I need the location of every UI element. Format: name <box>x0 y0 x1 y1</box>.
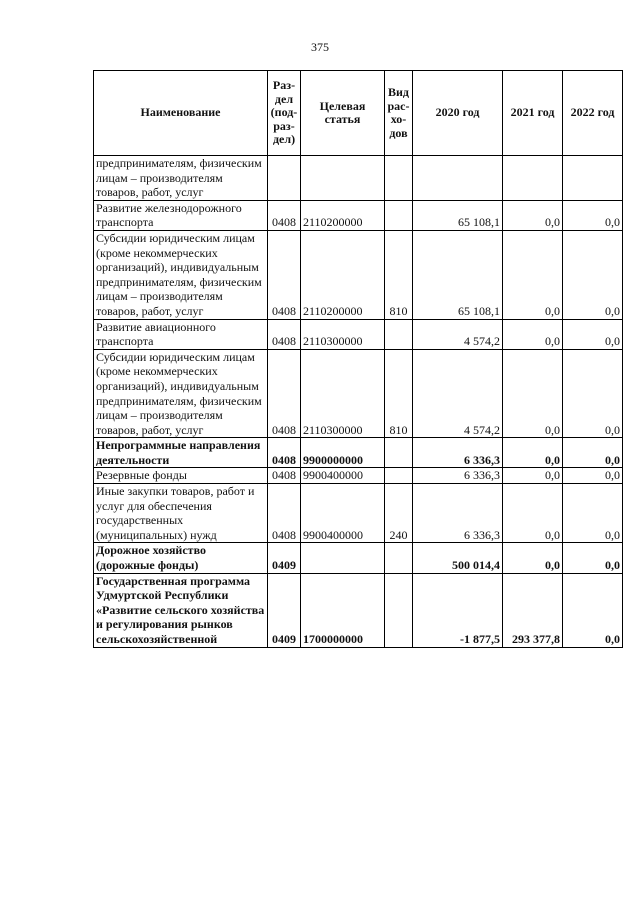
row-name: Резервные фонды <box>94 468 268 484</box>
page-number: 375 <box>311 40 329 54</box>
row-target: 2110300000 <box>301 349 385 438</box>
budget-table <box>93 70 623 648</box>
row-exp-type <box>385 543 413 573</box>
row-value-2022: 0,0 <box>563 484 623 543</box>
row-name: Развитие авиационного транспорта <box>94 319 268 349</box>
table-row <box>94 438 623 468</box>
row-value-2022: 0,0 <box>563 200 623 230</box>
row-target: 2110200000 <box>301 200 385 230</box>
header-exp-type: Вид рас-хо-дов <box>385 71 413 156</box>
row-exp-type <box>385 319 413 349</box>
row-section: 0408 <box>268 484 301 543</box>
row-exp-type: 240 <box>385 484 413 543</box>
table-body <box>94 156 623 648</box>
row-name: Дорожное хозяйство (дорожные фонды) <box>94 543 268 573</box>
row-value-2022: 0,0 <box>563 468 623 484</box>
row-value-2020 <box>413 156 503 201</box>
row-value-2022 <box>563 156 623 201</box>
row-value-2020: 500 014,4 <box>413 543 503 573</box>
row-value-2020: 65 108,1 <box>413 200 503 230</box>
row-value-2021: 0,0 <box>503 349 563 438</box>
row-name: Развитие железнодорожного транспорта <box>94 200 268 230</box>
row-name: Иные закупки товаров, работ и услуг для обеспечения государственных (муниципальных) нужд <box>94 484 268 543</box>
row-value-2022: 0,0 <box>563 573 623 647</box>
row-value-2020: 4 574,2 <box>413 319 503 349</box>
table-row <box>94 349 623 438</box>
row-target: 9900000000 <box>301 438 385 468</box>
header-name: Наименование <box>94 71 268 156</box>
row-exp-type <box>385 156 413 201</box>
header-target: Целевая статья <box>301 71 385 156</box>
row-target: 2110300000 <box>301 319 385 349</box>
row-value-2022: 0,0 <box>563 319 623 349</box>
row-value-2021: 0,0 <box>503 319 563 349</box>
table-row <box>94 543 623 573</box>
row-value-2022: 0,0 <box>563 230 623 319</box>
row-name: Государственная программа Удмуртской Республики «Развитие сельского хозяйства и регулирования рынков сельскохозяйственной <box>94 573 268 647</box>
row-value-2021: 0,0 <box>503 484 563 543</box>
row-section <box>268 156 301 201</box>
header-2022: 2022 год <box>563 71 623 156</box>
row-section: 0409 <box>268 543 301 573</box>
table-row <box>94 156 623 201</box>
row-section: 0408 <box>268 468 301 484</box>
row-target: 9900400000 <box>301 484 385 543</box>
header-2020: 2020 год <box>413 71 503 156</box>
row-name: Субсидии юридическим лицам (кроме некоммерческих организаций), индивидуальным предпринимателям, физическим лицам – производителям товаров, работ, услуг <box>94 349 268 438</box>
row-value-2020: 4 574,2 <box>413 349 503 438</box>
table-row <box>94 468 623 484</box>
row-name: предпринимателям, физическим лицам – производителям товаров, работ, услуг <box>94 156 268 201</box>
row-value-2020: -1 877,5 <box>413 573 503 647</box>
row-value-2021: 0,0 <box>503 230 563 319</box>
row-section: 0408 <box>268 319 301 349</box>
row-value-2021 <box>503 156 563 201</box>
row-value-2022: 0,0 <box>563 438 623 468</box>
row-value-2020: 6 336,3 <box>413 484 503 543</box>
row-section: 0408 <box>268 200 301 230</box>
table-row <box>94 230 623 319</box>
row-value-2020: 6 336,3 <box>413 438 503 468</box>
row-section: 0408 <box>268 349 301 438</box>
row-value-2022: 0,0 <box>563 349 623 438</box>
table-row <box>94 484 623 543</box>
row-target: 9900400000 <box>301 468 385 484</box>
table-header-row <box>94 71 623 156</box>
row-section: 0408 <box>268 230 301 319</box>
table-row <box>94 319 623 349</box>
row-exp-type <box>385 468 413 484</box>
row-value-2021: 293 377,8 <box>503 573 563 647</box>
row-target <box>301 543 385 573</box>
row-value-2022: 0,0 <box>563 543 623 573</box>
row-target: 2110200000 <box>301 230 385 319</box>
table-row <box>94 200 623 230</box>
row-exp-type <box>385 573 413 647</box>
row-section: 0408 <box>268 438 301 468</box>
row-exp-type <box>385 438 413 468</box>
row-section: 0409 <box>268 573 301 647</box>
row-exp-type: 810 <box>385 230 413 319</box>
header-section: Раз-дел (под-раз-дел) <box>268 71 301 156</box>
row-target <box>301 156 385 201</box>
row-exp-type <box>385 200 413 230</box>
row-value-2021: 0,0 <box>503 468 563 484</box>
table-row <box>94 573 623 647</box>
row-value-2021: 0,0 <box>503 200 563 230</box>
row-value-2020: 65 108,1 <box>413 230 503 319</box>
row-name: Субсидии юридическим лицам (кроме некоммерческих организаций), индивидуальным предпринимателям, физическим лицам – производителям товаров, работ, услуг <box>94 230 268 319</box>
row-value-2021: 0,0 <box>503 543 563 573</box>
header-2021: 2021 год <box>503 71 563 156</box>
row-exp-type: 810 <box>385 349 413 438</box>
row-target: 1700000000 <box>301 573 385 647</box>
row-value-2020: 6 336,3 <box>413 468 503 484</box>
row-name: Непрограммные направления деятельности <box>94 438 268 468</box>
row-value-2021: 0,0 <box>503 438 563 468</box>
